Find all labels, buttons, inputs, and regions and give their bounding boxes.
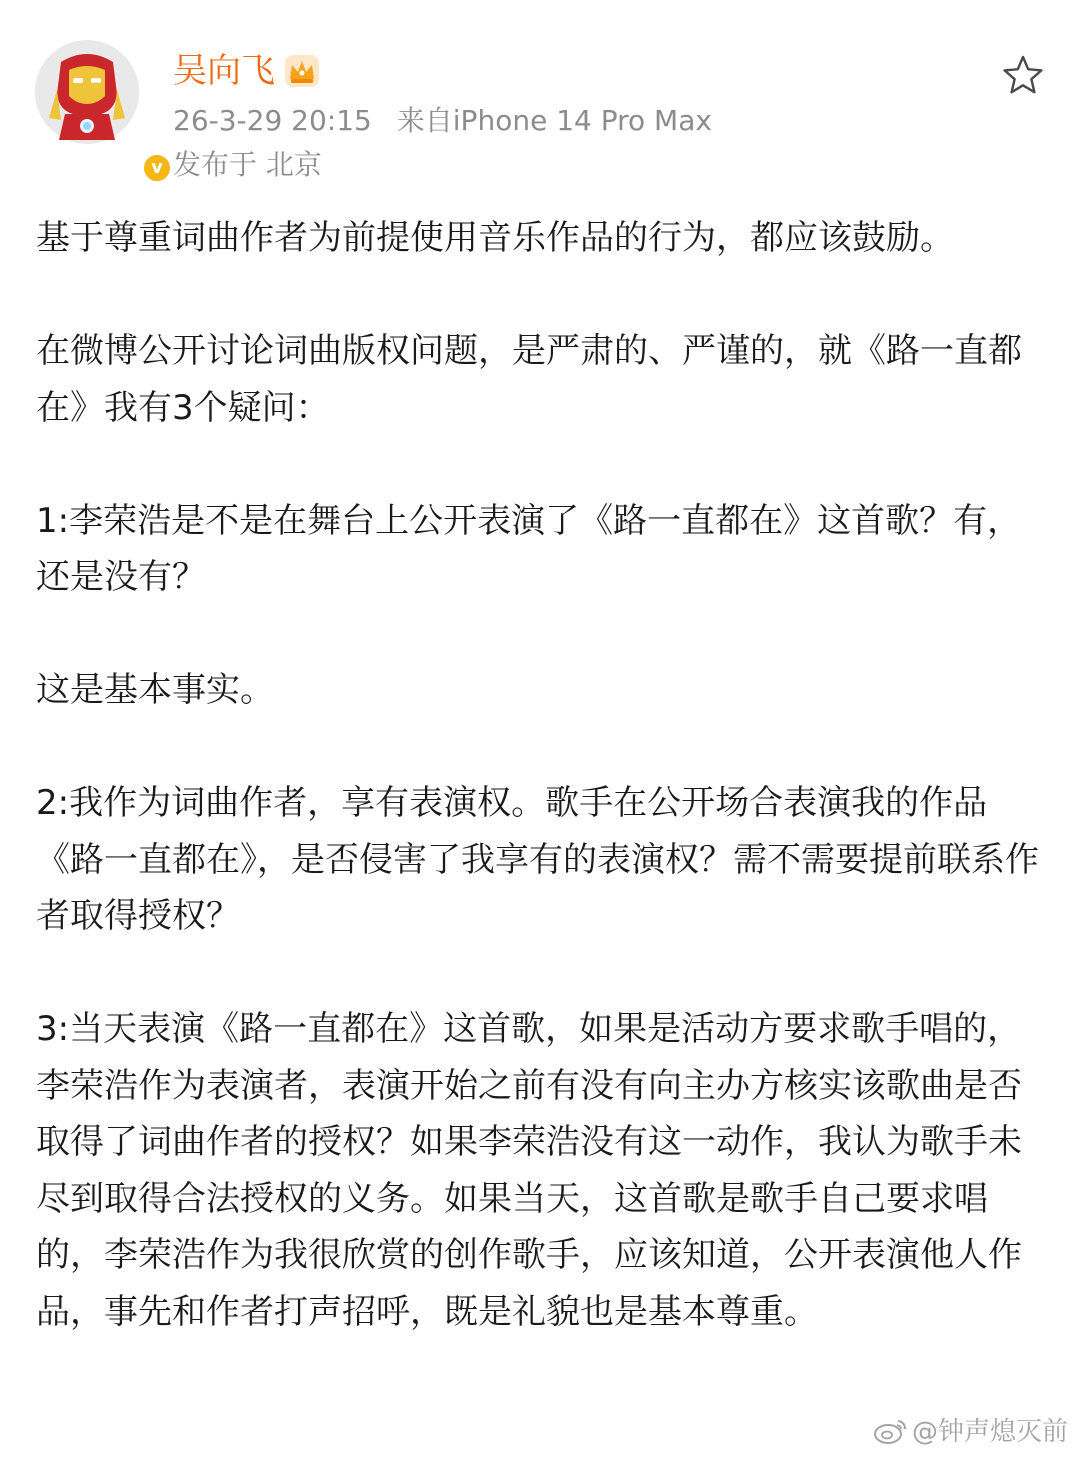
- author-name[interactable]: 吴向飞: [173, 51, 275, 91]
- post-paragraph: 3:当天表演《路一直都在》这首歌，如果是活动方要求歌手唱的，李荣浩作为表演者，表演开始之前有没有向主办方核实该歌曲是否取得了词曲作者的授权？如果李荣浩没有这一动作，我认为歌手未尽到取得合法授权的义务。如果当天，这首歌是歌手自己要求唱的，李荣浩作为我很欣赏的创作歌手，应该知道，公开表演他人作品，事先和作者打声招呼，既是礼貌也是基本尊重。: [36, 1009, 1022, 1332]
- iron-man-avatar-icon: [35, 40, 139, 144]
- author-row: [173, 46, 321, 96]
- post-paragraph: 1:李荣浩是不是在舞台上公开表演了《路一直都在》这首歌？有，还是没有？: [36, 500, 1022, 597]
- star-icon[interactable]: [1002, 54, 1044, 96]
- post-body: [36, 210, 1046, 1340]
- post-location: 发布于 北京: [173, 148, 322, 181]
- post-time: 26-3-29 20:15: [173, 104, 372, 137]
- weibo-logo-icon: [872, 1415, 908, 1445]
- crown-icon[interactable]: [283, 53, 321, 89]
- post-paragraph: 这是基本事实。: [36, 670, 274, 710]
- watermark-text: @钟声熄灭前: [911, 1417, 1068, 1447]
- post-header: [0, 0, 1080, 200]
- watermark: [872, 1411, 1068, 1448]
- post-paragraph: 2:我作为词曲作者，享有表演权。歌手在公开场合表演我的作品《路一直都在》，是否侵害了我享有的表演权？需不需要提前联系作者取得授权？: [36, 783, 1039, 936]
- post-meta: [173, 100, 712, 142]
- author-avatar[interactable]: [35, 40, 163, 178]
- post-source: 来自iPhone 14 Pro Max: [396, 104, 712, 137]
- verified-badge: v: [141, 152, 173, 184]
- post-paragraph: 在微博公开讨论词曲版权问题，是严肃的、严谨的，就《路一直都在》我有3个疑问：: [36, 331, 1022, 428]
- post-paragraph: 基于尊重词曲作者为前提使用音乐作品的行为，都应该鼓励。: [36, 218, 954, 258]
